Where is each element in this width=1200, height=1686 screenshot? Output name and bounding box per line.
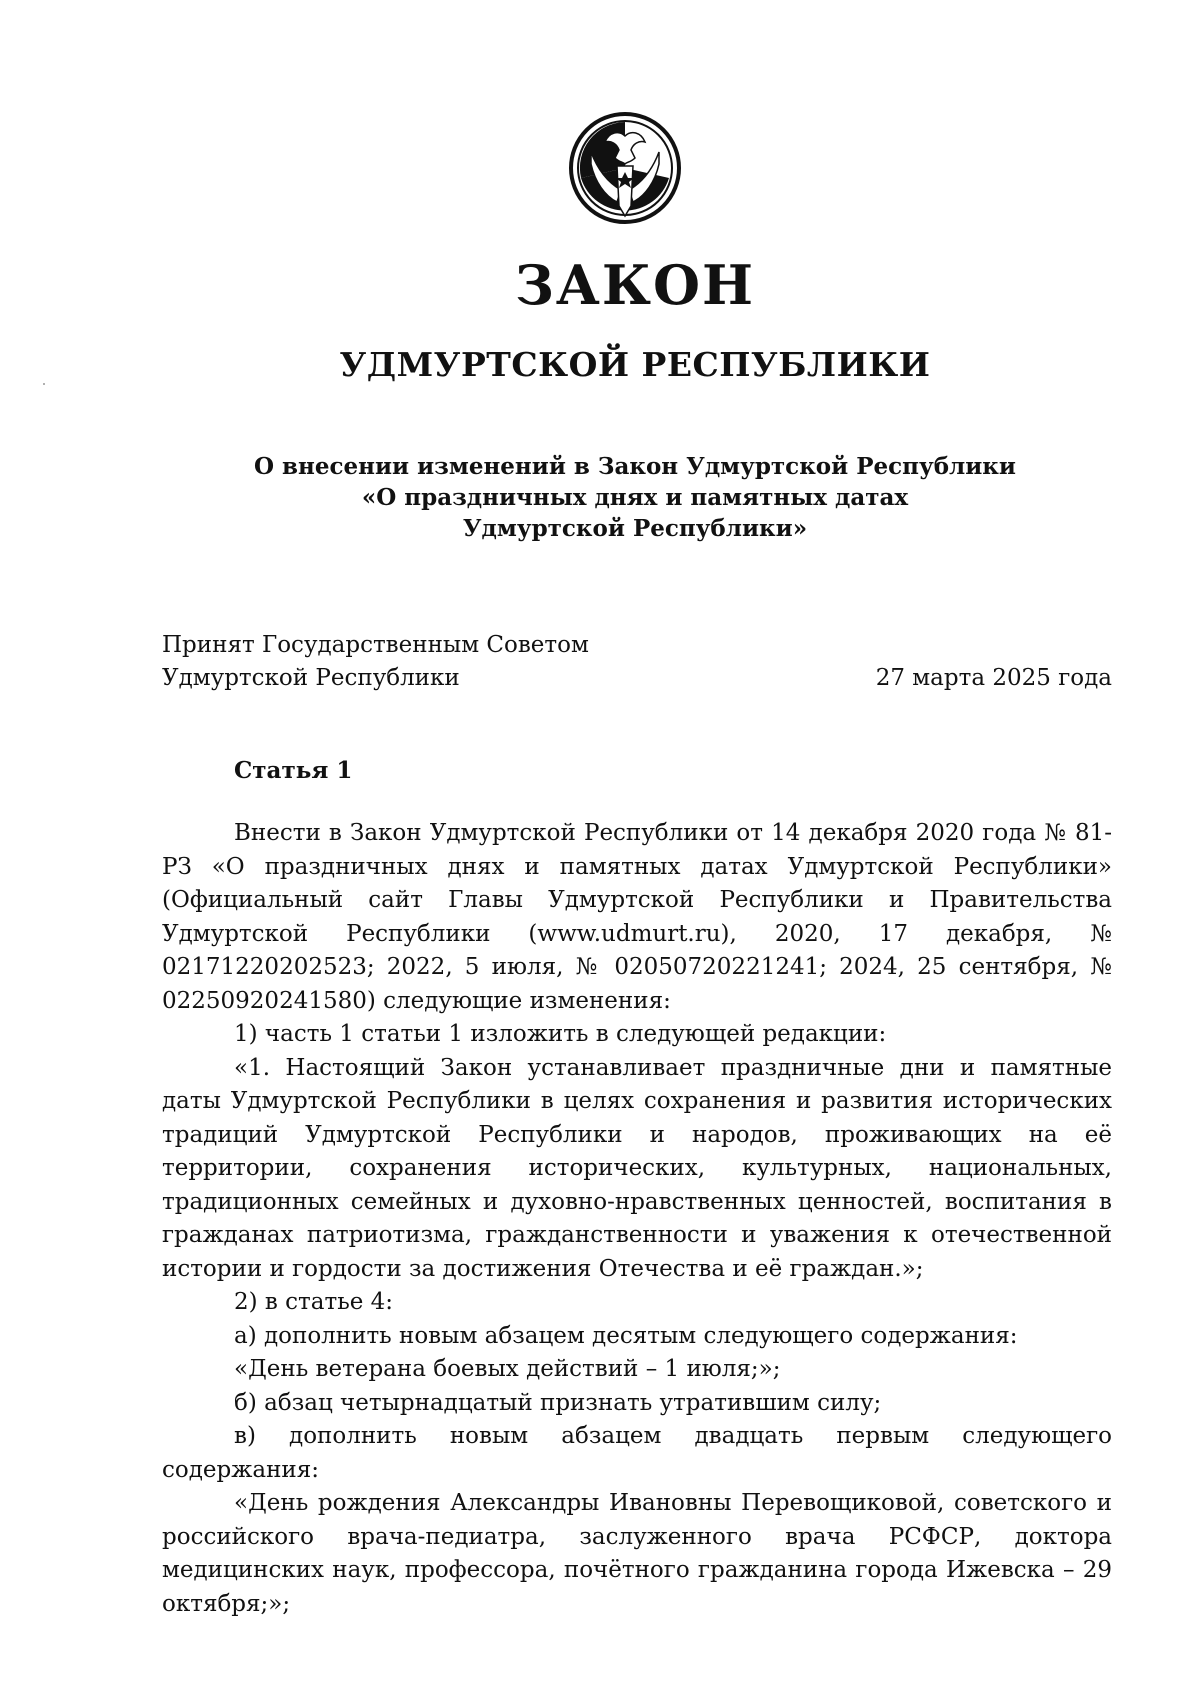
article-paragraph: в) дополнить новым абзацем двадцать первым следующего содержания: [162,1423,1112,1483]
adoption-body: Принят Государственным Советом [162,632,589,658]
article-paragraph: б) абзац четырнадцатый признать утратившим силу; [234,1389,882,1416]
document-title-line: О внесении изменений в Закон Удмуртской Республики [254,453,1016,480]
article-paragraph: 2) в статье 4: [234,1289,394,1315]
article-title: Статья 1 [234,757,353,784]
article-paragraph: Внести в Закон Удмуртской Республики от 14 декабря 2020 года № 81-РЗ «О праздничных днях и памятных датах Удмуртской Республики» (Официальный сайт Главы Удмуртской Республики и Правительства Удмуртской Республики (www.udmurt.ru), 2020, 17 декабря, № 02171220202523; 2022, 5 июля, № 02050720221241; 2024, 25 сентября, № 02250920241580) следующие изменения: [162,820,1112,1014]
document-title-line: «О праздничных днях и памятных датах [361,484,909,511]
document-title-line: Удмуртской Республики» [462,515,808,542]
law-title: ЗАКОН [514,253,756,317]
article-body [162,817,1112,1621]
article-paragraph: «День ветерана боевых действий – 1 июля;»; [234,1356,781,1382]
udmurt-coat-of-arms-icon [561,106,689,234]
article-paragraph: 1) часть 1 статьи 1 изложить в следующей редакции: [234,1021,887,1047]
article-paragraph: «День рождения Александры Ивановны Перевощиковой, советского и российского врача-педиатра, заслуженного врача РСФСР, доктора медицинских наук, профессора, почётного гражданина города Ижевска – 29 октября;»; [162,1490,1112,1617]
article-paragraph: а) дополнить новым абзацем десятым следующего содержания: [234,1322,1018,1349]
adoption-date: 27 марта 2025 года [875,665,1112,691]
adoption-block [162,629,1112,695]
document-title [0,451,1200,544]
law-republic-name: УДМУРТСКОЙ РЕСПУБЛИКИ [339,345,931,384]
article-paragraph: «1. Настоящий Закон устанавливает праздничные дни и памятные даты Удмуртской Республики в целях сохранения и развития исторических традиций Удмуртской Республики и народов, проживающих на её территории, сохранения исторических, культурных, национальных, традиционных семейных и духовно-нравственных ценностей, воспитания в гражданах патриотизма, гражданственности и уважения к отечественной истории и гордости за достижения Отечества и её граждан.»; [162,1054,1112,1282]
adoption-body-republic: Удмуртской Республики [162,665,460,691]
